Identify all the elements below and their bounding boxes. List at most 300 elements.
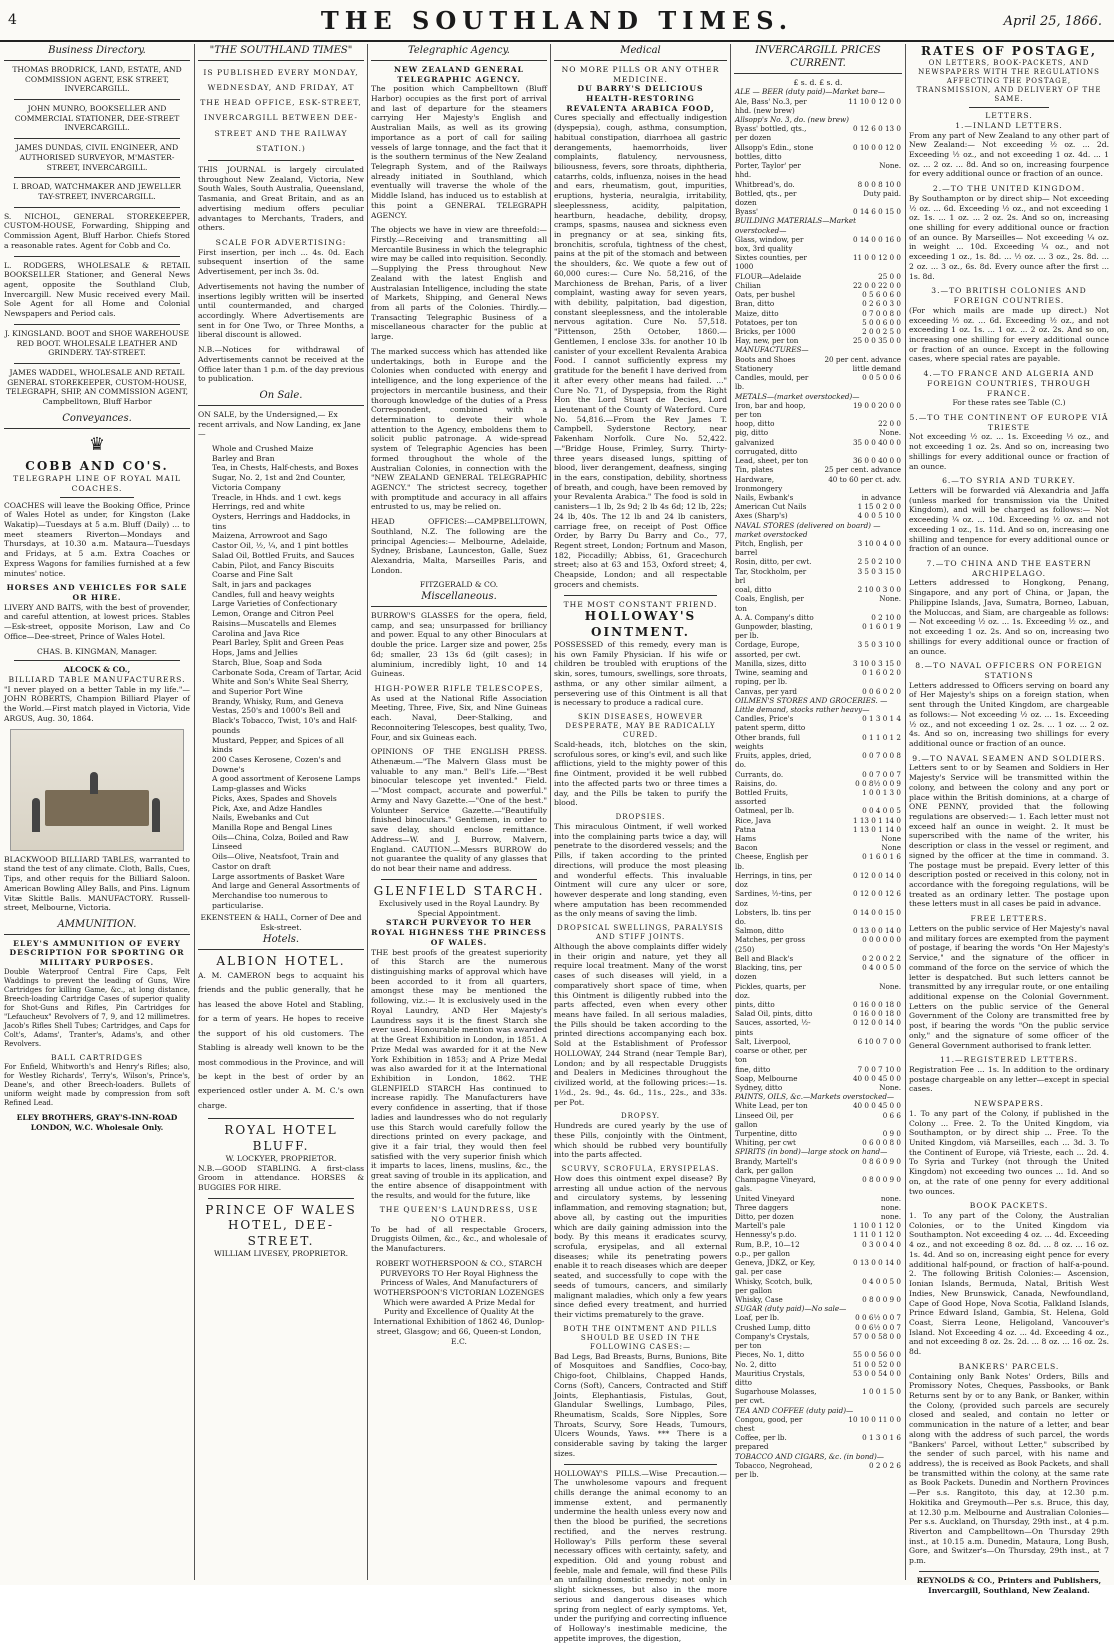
commodity-cell: Whiting, per cwt [735,1138,796,1148]
price-cell: none. [880,1212,901,1221]
ad-kingsland: J. KINGSLAND. BOOT and SHOE WAREHOUSE RED BOOT. WHOLESALE LEATHER AND GRINDERY. TAY-STREET. [4,328,190,358]
table-row [734,1111,902,1129]
list-item: Salad Oil, Bottled Fruits, and Sauces [212,550,355,560]
rate-body: (For which mails are made up direct.) Not exceeding ½ oz. ... 6d. Exceeding ½ oz., and not exceeding 1 oz. 1s. ... 1 oz. ... 2 oz. 2s. And so on, increasing one shilling for every additional ounce or fraction of an ounce. Except in the following cases, where special rates are payable. [909,305,1109,364]
section-heading: Business Directory. [4,44,190,61]
ad-signature: ELEY BROTHERS, GRAY'S-INN-ROAD LONDON, W.C. Wholesale Only. [16,1112,178,1132]
table-row [734,1323,902,1332]
commodity-cell: Boots and Shoes [735,354,796,364]
table-row [734,327,902,336]
list-item: Castor Oil, ½, ¼, and 1 pint bottles [212,541,349,551]
ad-body: The marked success which has attended like undertakings, both in Europe and the Colonies when conducted with energy and intelligence, and the long experience of the projectors in mercantile business, and their thorough knowledge of the duties of a Press Correspondent, combined with a determination to devote their whole attention to the Agency, emboldens them to solicit public patronage. A wide-spread system of Telegraphic Agencies has been formed throughout the whole of the Australian Colonies, in connection with the "NEW ZEALAND GENERAL TELEGRAPHIC AGENCY." The strictest secrecy, together with promptitude and accuracy in all affairs entrusted to us, may be relied on. [371,346,547,512]
commodity-cell: Iron, bar and hoop, per ton [735,400,806,419]
table-row [734,1433,902,1451]
price-cell: 0 5 6 0 6 0 [862,290,901,300]
commodity-cell: No. 2, ditto [735,1359,777,1369]
ad-body: As used at the National Rifle Association Meeting, Three, Five, Six, and Nine Guineas each. Naval, Deer-Stalking, and Reconnoitering Telescopes, best quality, Two, Four, and six Guineas each. [371,693,547,742]
commodity-cell: Lead, sheet, per ton [735,456,809,466]
ad-nichol: S. NICHOL, GENERAL STOREKEEPER, CUSTOM-HOUSE, Forwarding, Shipping and Commission Agent, Bluff Harbor. Chiefs Stored a reasonable rates. Agent for Cobb and Co. [4,211,190,250]
price-cell: 0 1 6 0 2 0 [862,668,901,678]
list-item: Mustard, Pepper, and Spices of all kinds [212,735,344,755]
commodity-cell: Sydney, ditto [735,1082,783,1092]
commodity-cell: Coals, English, per ton [735,594,804,613]
price-cell: 0 0 7 0 0 8 [862,751,901,761]
commodity-cell: PAINTS, OILS, &c.—Markets overstocked— [735,1092,895,1102]
commodity-cell: Glass, window, per box, 3rd quality [735,234,804,254]
table-row [734,189,902,207]
subsection-heading: FREE LETTERS. [970,914,1048,924]
commodity-cell: coal, ditto [735,585,772,595]
ad-dundas: JAMES DUNDAS, CIVIL ENGINEER, AND AUTHORISED SURVEYOR, M'MASTER-STREET, INVERCARGILL. [15,143,179,172]
list-item: Lamp-glasses and Wicks [212,784,307,794]
price-cell: 3 5 0 3 15 0 [857,566,901,576]
ad-body: "I never played on a better Table in my life."—JOHN ROBERTS, Champion Billiard Player of the World.—First match played in Victoria, Vide ARGUS, Aug. 30, 1864. [4,684,190,723]
list-item: Large assortments of Basket Ware [212,871,345,881]
price-cell: 2 5 0 2 10 0 [857,557,901,567]
list-item: Pearl Barley, Split and Green Peas [212,638,344,648]
table-row [734,613,902,622]
commodity-cell: Pickles, quarts, per doz. [735,981,806,1000]
subsection-heading: 8.—TO NAVAL OFFICERS ON FOREIGN STATIONS [915,661,1103,680]
section-heading: Conveyances. [4,412,190,429]
commodity-cell: MANUFACTURES— [735,345,809,355]
commodity-cell: Oats, per bushel [735,290,795,300]
commodity-cell: Candles, mould, per lb. [735,373,809,392]
table-row [734,1387,902,1405]
commodity-cell: Axes (Sharp's) [735,511,788,521]
table-row [734,1212,902,1221]
table-row [734,1415,902,1433]
ad-headline: HOLLOWAY'S OINTMENT. [584,609,697,639]
ad-waddel: JAMES WADDEL, WHOLESALE AND RETAIL GENERAL STOREKEEPER, CUSTOM-HOUSE, TELEGRAPH, SHIP, AN COMMISSION AGENT, Campbelltown, Bluff Harbor [5,368,189,407]
ad-body: N.B.—GOOD STABLING. A first-class Groom in attendance. HORSES & BUGGIES FOR HIRE. [198,1163,364,1193]
price-cell: 0 1 1 0 1 2 [862,732,901,742]
table-row [734,465,902,474]
commodity-cell: SUGAR (duty paid)—No sale— [735,1304,847,1314]
commodity-cell: A. A. Company's ditto [735,612,814,622]
column-rule [194,44,195,1580]
ad-subheadline: Exclusively used in the Royal Laundry. By Special Appointment. [378,899,540,918]
price-cell: None [881,843,901,853]
table-row [734,751,902,769]
table-row [734,908,902,926]
table-row [734,889,902,907]
list-item: Oysters, Herrings and Haddocks, in tins [212,512,351,531]
postage-title: RATES OF POSTAGE, [921,44,1097,58]
table-row [734,1018,902,1036]
price-cell: 36 0 0 40 0 0 [852,456,901,466]
price-cell: 11 10 0 12 0 0 [848,96,901,106]
commodity-cell: White Lead, per ton [735,1101,808,1111]
table-row [734,419,902,428]
table-row [734,475,902,493]
price-cell: 0 0 8½ 0 0 9 [855,778,901,788]
price-cell: 22 0 0 22 0 0 [852,280,901,290]
commodity-cell: Gunpowder, blasting, per lb. [735,622,813,641]
price-cell: in advance [861,492,901,502]
postage-subtitle: ON LETTERS, BOOK-PACKETS, AND NEWSPAPERS WITH THE REGULATIONS AFFECTING THE POSTAGE, TRANSMISSION, AND DELIVERY OF THE SAME. [916,59,1102,104]
table-row [734,1175,902,1193]
ad-signature: W. LOCKYER, PROPRIETOR. [225,1154,337,1163]
price-cell: 19 0 0 20 0 0 [852,400,901,410]
price-cell: 0 8 6 0 9 0 [862,1156,901,1166]
printer-imprint: REYNOLDS & CO., Printers and Publishers, Invercargill, Southland, New Zealand. [916,1575,1102,1595]
list-item: Starch, Blue, Soap and Soda [212,657,323,667]
ad-body: ROBERT WOTHERSPOON & CO., STARCH PURVEYORS TO Her Royal Highness the Princess of Wales, And Manufacturers of WOTHERSPOON'S VICTORIAN LOZENGES Which were awarded A Prize Medal for Purity and Excellence of Quality At the International Exhibition of 1862 46, Dunlop-street, Glasgow; and 66, Queen-st London, E.C. [373,1258,545,1346]
list-item: Candles, full and heavy weights [212,589,335,599]
list-item: Pick, Axe, and Adze Handles [212,803,322,813]
commodity-cell: TEA AND COFFEE (duty paid)— [735,1405,854,1415]
commodity-cell: Oatmeal, per lb. [735,806,795,816]
ad-subheadline: HIGH-POWER RIFLE TELESCOPES, [374,684,544,693]
price-cell: 6 10 0 7 0 0 [857,1036,901,1046]
commodity-cell: Martell's pale [735,1221,786,1231]
list-item: Maizena, Arrowroot and Sago [212,531,328,541]
commodity-cell: Tobacco, Negrohead, per lb. [735,1460,813,1480]
price-cell: 0 1 3 0 1 4 [862,714,901,724]
ad-munro: JOHN MUNRO, BOOKSELLER AND COMMERCIAL STATIONER, DEE-STREET INVERCARGILL. [14,103,180,133]
ad-subheadline: BILLIARD TABLE MANUFACTURERS. [8,675,186,685]
price-cell: 0 1 3 0 1 6 [862,1433,901,1443]
goods-list [198,444,364,911]
price-cell: 0 10 0 0 12 0 [852,142,901,152]
commodity-cell: Company's Crystals, per ton [735,1331,810,1351]
commodity-cell: Bran, ditto [735,299,775,309]
price-cell: 35 0 0 40 0 0 [852,437,901,447]
commodity-cell: Hay, new, per ton [735,336,799,346]
list-item: 200 Cases Kerosene, Cozen's and Downe's [212,754,342,774]
subsection-heading: 11.—REGISTERED LETTERS. [939,1055,1079,1065]
commodity-cell: Maize, ditto [735,308,779,318]
ad-subheadline: SCURVY, SCROFULA, ERYSIPELAS. [561,1165,720,1174]
ad-signature: WILLIAM LIVESEY, PROPRIETOR. [213,1248,349,1258]
table-row [734,816,902,825]
section-heading: Hotels. [198,933,364,950]
ad-headline: COBB AND CO'S. [25,458,169,473]
commodity-cell: NAVAL STORES (delivered on board) — market overstocked [735,520,881,539]
table-row [734,1083,902,1092]
ad-headline: ALBION HOTEL. [216,953,346,968]
commodity-cell: Tin, plates [735,465,774,475]
ad-subheadline: NO MORE PILLS OR ANY OTHER MEDICINE. [561,64,720,84]
list-item: Oils—Olive, Neatsfoot, Train and Castor on draft [212,852,339,871]
commodity-cell: Ale, Bass' No.3, per hhd. (new brew) [735,96,807,115]
price-cell: 0 0 5 0 0 6 [862,373,901,383]
commodity-cell: Fruits, apples, dried, do. [735,751,812,770]
column-rule [367,44,368,1580]
price-cell: 4 0 0 5 10 0 [857,511,901,521]
price-cell: 0 1 6 0 1 6 [862,852,901,862]
price-cell: 0 16 0 0 18 0 [852,1009,901,1019]
table-row [734,521,902,539]
ad-body: LIVERY AND BAITS, with the best of provender, and careful attention, at lowest prices. Stables—Esk-street, opposite Morison, Law and Co Office—Dee-street, Prince of Wales Hotel. [4,602,190,641]
rate-body: Letters addressed to Officers serving on board any of Her Majesty's ships on a foreign station, when sent through the United Kingdom, are chargeable as follows:— Not exceeding ½ oz. ... 1s. Exceeding ½ oz., and not exceeding 1 oz. 2s. ... 1 oz. ... 2 oz. 4s. And so on, increasing two shillings for every additional ounce or fraction of an ounce. [909,680,1109,748]
commodity-cell: Cheese, English per lb. [735,852,809,871]
commodity-cell: Porter, Taylor' per hhd. [735,161,801,180]
price-cell: 0 2 0 2 6 [868,1460,901,1470]
table-row [734,954,902,963]
price-header: £ s. d. £ s. d. [793,77,843,87]
price-cell: 0 12 0 0 12 6 [852,889,901,899]
table-row [734,779,902,788]
commodity-cell: United Vineyard [735,1193,795,1203]
price-cell: 0 6 6 [882,1110,901,1120]
subsection-heading: 3.—TO BRITISH COLONIES AND FOREIGN COUNTRIES. [931,286,1087,306]
list-item: Sugar, No. 2, 1st and 2nd Counter, Victoria Company [212,473,346,492]
table-row [734,871,902,889]
commodity-cell: OILMEN'S STORES AND GROCERIES. — Little demand, stocks rather heavy— [735,695,888,714]
ad-subheadline: THE MOST CONSTANT FRIEND. [563,599,718,609]
commodity-cell: Manilla, sizes, ditto [735,658,807,668]
ad-body: HEAD OFFICES:—CAMPBELLTOWN, Southland, N.Z. The following are the principal Agencies:— Melbourne, Adelaide, Sydney, Brisbane, Launceston, Galle, Suez Alexandria, Malta, Marseilles Paris, and London. [371,517,547,575]
price-cell: 5 0 0 6 0 0 [862,317,901,327]
price-cell: Duty paid. [863,188,901,198]
commodity-cell: Champagne Vineyard, gals. [735,1175,816,1194]
rate-body: Letters on the public service of Her Majesty's naval and military forces are exempted from the payment of postage, if bearing the words "On Her Majesty's Service," and the signature of the officer in command of the force on the service of which the letter is despatched. But such letters cannot be transmitted by any irregular route, or one entailing additional expense on the Colonial Government. Letters on the public service of the General Government of the Colony are transmitted free by post, if bearing the words "On the public service only," and the signature of some officer of the General Government authorised to frank letter. [909,923,1109,1050]
ad-signature: EKENSTEEN & HALL, Corner of Dee and Esk-street. [200,913,362,933]
price-cell: 1 10 0 1 12 0 [852,1221,901,1231]
table-row [734,585,902,594]
withdrawal-notice: N.B.—Notices for withdrawal of Advertisements cannot be received at the Office later than 1 p.m. of the day previous to publication. [198,345,364,384]
table-row [734,87,902,96]
price-cell: 0 9 0 [882,1129,901,1139]
price-cell: 1 13 0 1 14 0 [852,815,901,825]
table-row [734,770,902,779]
price-cell: None. [879,981,901,991]
price-cell: 57 0 0 58 0 0 [852,1331,901,1341]
price-cell: 1 0 0 1 3 0 [862,787,901,797]
table-row [734,1221,902,1230]
commodity-cell: Linseed Oil, per gallon [735,1110,794,1129]
price-cell: 0 16 0 0 18 0 [852,999,901,1009]
table-row [734,594,902,612]
price-cell: None. [879,594,901,604]
ad-body: Bad Legs, Bad Breasts, Burns, Bunions, Bite of Mosquitoes and Sandflies, Coco-bay, Chigo-foot, Chilblains, Chapped Hands, Corns (Soft), Cancers, Contracted and Stiff Joints, Elephantiasis, Fistulas, Gout, Glandular Swellings, Lumbago, Piles, Rheumatism, Scalds, Sore Nipples, Sore Throats, Scurvy, Sore Heads, Tumours, Ulcers Wounds, Yaws. *** There is a considerable saving by taking the larger sizes. [554,1351,727,1458]
table-row [734,687,902,696]
price-cell: 25 0 0 [878,271,901,281]
ad-headline: GLENFIELD STARCH. [373,883,545,898]
price-cell: 3 5 0 3 10 0 [857,640,901,650]
table-row [734,640,902,658]
column-telegraph [371,44,547,1580]
price-cell: 55 0 0 56 0 0 [852,1350,901,1360]
table-row [734,1138,902,1147]
price-cell: 0 4 0 0 5 0 [862,963,901,973]
table-row [734,235,902,253]
ad-subheadline: DROPSY. [620,1112,661,1121]
table-row [734,852,902,870]
billiard-players-illustration [10,729,184,851]
section-heading: Medical [554,44,727,61]
rate-body: 1. To any part of the Colony, the Australian Colonies, or to the United Kingdom via Southampton. Not exceeding 4 oz. ... 4d. Exceeding 4 oz., and not exceeding 8 oz. 8d. ... 8 oz. ... 16 oz. 1s. 4d. And so on, increasing eight pence for every additional half-pound, or fraction of half-a-pound. 2. The following British Colonies:— Ascension, Ionian Islands, Bermuda, Natal, British West Indies, New Brunswick, Canada, Newfoundland, Cape of Good Hope, Nova Scotia, Falkland Islands, Prince Edward Island, Gambia, St. Helena, Gold Coast, Sierra Leone, Heligoland, Vancouver's Island. Not Exceeding 4 oz. ... 4d. Exceeding 4 oz., and not exceeding 8 oz. 2s. 2d. ... 8 oz. ... 16 oz. 2s. 8d. [909,1211,1109,1357]
price-cell: 0 8 0 0 9 0 [862,1175,901,1185]
price-cell: None [881,834,901,844]
price-cell: 1 13 0 1 14 0 [852,824,901,834]
column-postage [909,44,1109,1595]
table-row [734,1332,902,1350]
ad-body: Although the above complaints differ widely in their origin and nature, yet they all require local treatment. Many of the worst cases of such diseases will yield, in a comparatively short space of time, when this Ointment is diligently rubbed into the parts affected, even when every other means have failed. In all serious maladies, the Pills should be taken according to the printed directions accompanying each box. Sold at the Establishment of Professor HOLLOWAY, 244 Strand (near Temple Bar), London; and by all respectable Druggists and Dealers in Medicines throughout the civilized world, at the following prices:—1s. 1½d., 2s. 9d., 4s. 6d., 11s., 22s., and 33s. per Pot. [554,942,727,1107]
commodity-cell: Cordage, Europe, assorted, per cwt. [735,640,801,659]
subsection-heading: 2.—TO THE UNITED KINGDOM. [932,184,1086,194]
price-cell: 51 0 0 52 0 0 [852,1359,901,1369]
ad-body: Double Waterproof Central Fire Caps, Felt Waddings to prevent the leading of Guns, Wire Cartridges for killing Game, &c., at long distance, Breech-loading Cartridge Cases of superior quality for Shot-Guns and Rifles, Pin Cartridges for "Lefaucheux" Revolvers of 7, 9, and 12 millimetres. Jacob's Rifles Shell Tubes; Cartridges, and Caps for Colt's, Adams', Tranter's, Adams's, and other Revolvers. [4,967,190,1048]
rate-body: For these rates see Table (C.) [952,398,1066,408]
price-cell: 0 12 0 0 14 0 [852,870,901,880]
table-row [734,392,902,401]
commodity-cell: Candles, Price's patent sperm, ditto [735,714,806,733]
table-row [734,1452,902,1461]
column-medical [554,44,727,1643]
subsection-heading: 5.—TO THE CONTINENT OF EUROPE VIÂ TRIESTE [909,412,1109,432]
list-item: Carolina and Java Rice [212,628,300,638]
list-item: Vestas, 250's and 1000's Bell and Black's Tobacco, Twist, 10's and Half-pounds [212,706,358,735]
ad-body: Cures specially and effectually indigestion (dyspepsia), cough, asthma, consumption, habitual constipation, diarrhoea all gastric derangements, haemorrhoids, liver complaints, flatulency, nervousness, biliousness, fevers, sore throats, diphtheria, catarrhs, colds, influenza, noises in the head and ears, rheumatism, gout, impurities, eruptions, hysteria, neuralgia, irritability, sleeplessness, acidity, palpitation, heartburn, headache, debility, dropsy, cramps, spasms, nausea and sickness even in pregnancy or at sea, sinking fits, bronchitis, scrofula, tightness of the chest, pains at the pit of the stomach and between the shoulders, &c. We quote a few out of 60,000 cures:— Cure No. 58,216, of the Marchioness de Brehan, Paris, of a liver complaint, wasting away for seven years, with debility, palpitation, bad digestion, constant sleeplessness, and the intolerable nervous agitation. Cure No. 57,518. "Pittenson, 25th October, 1860.—Gentlemen, I enclose 33s. for another 10 lb canister of your excellent Revalenta Arabica Food. I cannot sufficiently express my gratitude for the benefit I have derived from it after every other means had failed. ..." Cure No. 71, of Dyspepsia, from the Right Hon the Lord Stuart de Decies, Lord Lieutenant of the County of Waterford. Cure No. 54,816.—From the Rev James T. Campbell, Syderstone Rectory, near Fakenham Norfolk. Cure No. 52,422.—"Bridge House, Frimley, Surry. Thirty-three years diseased lungs, spitting of blood, liver derangement, deafness, singing in the ears, constipation, debility, shortness of breath, and cough, have been removed by your Revalenta Arabica." The food is sold in canisters—1 lb, 2s 9d; 2 lb 4s 6d; 12 lb, 22s; 24 lb, 40s. The 12 lb and 24 lb canisters, carriage free, on receipt of Post Office Order, by Barry Du Barry and Co., 77, Regent street, London; Fortnum and Mason, 182, Piccadilly; Abbiss, 61, Gracechurch street; also at 63 and 153, Oxford street; 4, Cheapside, London; and all respectable grocers and chemists. [554,113,727,589]
price-cell: 25 0 0 35 0 0 [852,336,901,346]
newspaper-title: THE SOUTHLAND TIMES. [320,6,794,35]
table-row [734,438,902,456]
commodity-cell: Blacking, tins, per dozen [735,963,802,982]
list-item: Lemon, Orange and Citron Peel [212,609,334,619]
table-row [734,834,902,843]
commodity-cell: Stationery [735,363,773,373]
section-heading: AMMUNITION. [4,918,190,935]
price-cell: 1 0 0 1 5 0 [862,1387,901,1397]
price-cell: 3 10 0 3 15 0 [852,658,901,668]
commodity-cell: Bacon [735,843,758,853]
list-item: Nails, Ewebanks and Cut [212,813,309,823]
table-row [734,1406,902,1415]
table-row [734,299,902,308]
list-item: Picks, Axes, Spades and Shovels [212,793,337,803]
commodity-cell: Brandy, Martell's dark, per gallon [735,1156,798,1175]
ad-body: OPINIONS OF THE ENGLISH PRESS. Athenæum.—"The Malvern Glass must be valuable to any man." Bell's Life.—"Best binocular telescope yet invented." Field.—"Most compact, accurate and powerful." Army and Navy Gazette.—"One of the best." Volunteer Service Gazette.—"Beautifully finished binoculars." Gentlemen, in order to save delay, should enclose remittance. Address—W. and J. Burrow, Malvern, England. CAUTION.—Messrs BURROW do not guarantee the quality of any glasses that do not bear their name and address. [371,747,547,873]
table-row [734,428,902,437]
rate-body: Letters sent to or by Seamen and Soldiers in Her Majesty's Service will be transmitted within the colony, and between the colony and any port or place within the British dominions, at a charge of ONE PENNY, provided that the following regulations are observed:— 1. Each letter must not exceed half an ounce in weight. 2. It must be superscribed with the name of the writer, his description or class in the vessel or regiment, and signed by the officer at the time in command. 3. The postage must be prepaid. Every letter of this description posted or received in this colony, not in accordance with the foregoing regulations, will be treated as an ordinary letter. The postage upon these letters must in all cases be paid in advance. [909,763,1109,909]
table-row [734,97,902,115]
table-row [734,1203,902,1212]
commodity-cell: Congou, good, per chest [735,1414,803,1434]
table-row [734,714,902,732]
ad-brodrick: THOMAS BRODRICK, LAND, ESTATE, AND COMMISSION AGENT, ESK STREET, INVERCARGILL. [12,64,182,94]
table-row [734,373,902,391]
commodity-cell: Whisky, Scotch, bulk, per gallon [735,1276,813,1295]
commodity-cell: Potatoes, per ton [735,317,798,327]
commodity-cell: Bottled, qts., per dozen [735,188,797,207]
commodity-cell: Tar, Stockholm, per brl [735,566,807,585]
table-row [734,843,902,852]
commodity-cell: Twine, seaming and roping, per lb. [735,668,808,687]
ad-subheadline: BOTH THE OINTMENT AND PILLS SHOULD BE USED IN THE FOLLOWING CASES:— [563,1324,718,1351]
column-prices-current [734,44,902,1580]
commodity-cell: Geneva, JDKZ, or Key, gal. per case [735,1258,816,1277]
table-row [734,963,902,981]
commodity-cell: Hams [735,834,757,844]
masthead [0,4,1114,42]
table-row [734,216,902,234]
ad-rodgers: L. RODGERS, WHOLESALE & RETAIL BOOKSELLER Stationer, and General News agent, opposite the Southland Club, Invercargill. New Music received every Mail. Sole Agent for all Home and Colonial Newspapers and Period cals. [4,260,190,319]
price-cell: 0 0 0 0 0 0 [862,935,901,945]
table-row [734,1009,902,1018]
price-cell: 0 0 6 0 2 0 [862,686,901,696]
price-cell: 0 3 0 0 4 0 [862,1239,901,1249]
table-row [734,318,902,327]
price-cell: 0 0 6½ 0 0 7 [855,1322,901,1332]
price-cell: 1 11 0 1 12 0 [852,1230,901,1240]
commodity-cell: Turpentine, ditto [735,1129,797,1139]
table-row [734,1360,902,1369]
table-row [734,1129,902,1138]
commodity-cell: Whitbread's, do. [735,179,795,189]
ad-subheadline: SKIN DISEASES, HOWEVER DESPERATE, MAY BE RADICALLY CURED. [565,713,716,739]
ad-body: BURROW'S GLASSES for the opera, field, camp, and sea; unsurpassed for brilliancy and power. Equal to any other Binoculars at double the price. Larger size and power, 25s 6d; smaller, 23 13s 6d (gilt cases); in aluminium, incredibly light, 10 and 14 Guineas. [371,610,547,679]
table-row [734,1101,902,1110]
table-row [734,281,902,290]
ad-body: A. M. CAMERON begs to acquaint his friends and the public generally, that he has leased the above Hotel and Stabling, for a term of years. He hopes to receive the support of his old customers. The Stabling is already well known to be the most commodious in the Province, and will be kept in the best of order by an experienced ostler under A. M. C.'s own charge. [198,971,364,1110]
table-row [734,502,902,511]
commodity-cell: METALS—(market overstocked)— [735,391,860,401]
commodity-cell: Raisins, do. [735,778,778,788]
ad-body: BLACKWOOD BILLIARD TABLES, warranted to stand the test of any climate. Cloth, Balls, Cues, Tips, and other requis for the Billiard Saloon. American Bowling Alley Balls, and Pins. Lignum Vitæ Skittle Balls. MANUFACTORY. Russell-street, Melbourne, Victoria. [4,854,190,913]
price-cell: 25 per cent. advance [824,465,901,475]
table-row [734,253,902,271]
table-row [734,659,902,668]
table-row [734,345,902,354]
list-item: Hops, Jams and Jellies [212,648,298,658]
commodity-cell: ALE — BEER (duty paid)—Market bare— [735,87,886,97]
list-item: Tea, in Chests, Half-chests, and Boxes [212,463,359,473]
table-row [734,1230,902,1239]
commodity-cell: Lobsters, lb. tins per do. [735,907,811,926]
table-row [734,1147,902,1156]
commodity-cell: Three daggers [735,1202,789,1212]
table-row [734,180,902,189]
price-cell: 0 12 0 0 14 0 [852,1018,901,1028]
subsection-heading: LETTERS. [985,111,1033,121]
ad-headline: ROYAL HOTEL BLUFF. [224,1123,338,1153]
table-row [734,825,902,834]
table-row [734,806,902,815]
table-row [734,926,902,935]
list-item: Brandy, Whisky, Rum, and Geneva [212,696,344,706]
list-item: Manilla Rope and Bengal Lines [212,823,333,832]
table-row [734,982,902,1000]
commodity-cell: American Cut Nails [735,502,807,512]
list-item: Barley and Bran [212,453,275,463]
table-row [734,788,902,806]
commodity-cell: Nails, Ewbank's [735,492,794,502]
price-cell: 11 0 0 12 0 0 [852,253,901,263]
table-row [734,401,902,419]
table-row [734,207,902,216]
ad-body: To be had of all respectable Grocers, Druggists Oilmen, &c., &c., and wholesale of the Manufacturers. [371,1224,547,1254]
ad-subheadline: TELEGRAPH LINE OF ROYAL MAIL COACHES. [13,474,181,493]
rate-body: Containing only Bank Notes' Orders, Bills and Promissory Notes, Cheques, Passbooks, or Bank Returns sent by or to any Bank, or Banker, within the Colony, (provided such parcels are securely closed and sealed, and contain no letter or communication in the nature of a letter, and bear along with the address of such parcel, the words "Bankers' Parcel, without Letter," subscribed by the sender of such parcel, with his name and address), the is received as Book Packets, and shall be transmitted within the colony, at the same rate as Book Packets. Dunedin and Northern Provinces—Per s.s. Rangitoto, this day, at 12.30 p.m. Hokitika and Greymouth—Per s.s. Bruce, this day, at 12.30 p.m. Melbourne and Australian Colonies—Per s.s. Auckland, on Thursday, 29th inst., at 4 p.m. Riverton and Campbelltown—On Thursday 29th inst., at 10.15 a.m. Dunedin, Mataura, Long Bush, Gore, and Switzer's—On Thursday, 29th inst., at 7 p.m. [909,1371,1109,1566]
commodity-cell: Hardware, Ironmongery [735,474,783,493]
commodity-cell: Salad Oil, pints, ditto [735,1009,813,1019]
table-row [734,124,902,142]
commodity-cell: Other brands, full weights [735,732,801,751]
table-row [734,1037,902,1065]
subsection-heading: NEWSPAPERS. [974,1099,1044,1109]
table-row [734,1461,902,1479]
ad-subheadline: DROPSICAL SWELLINGS, PARALYSIS AND STIFF JOINTS. [557,924,724,942]
table-row [734,143,902,161]
commodity-cell: BUILDING MATERIALS—Market overstocked— [735,216,856,235]
commodity-cell: Loaf, per lb. [735,1313,780,1323]
price-cell: None. [879,1082,901,1092]
ad-signature: CHAS. B. KINGMAN, Manager. [37,646,157,656]
ad-headline: DU BARRY'S DELICIOUS HEALTH-RESTORING REVALENTA ARABICA FOOD, [566,84,715,113]
